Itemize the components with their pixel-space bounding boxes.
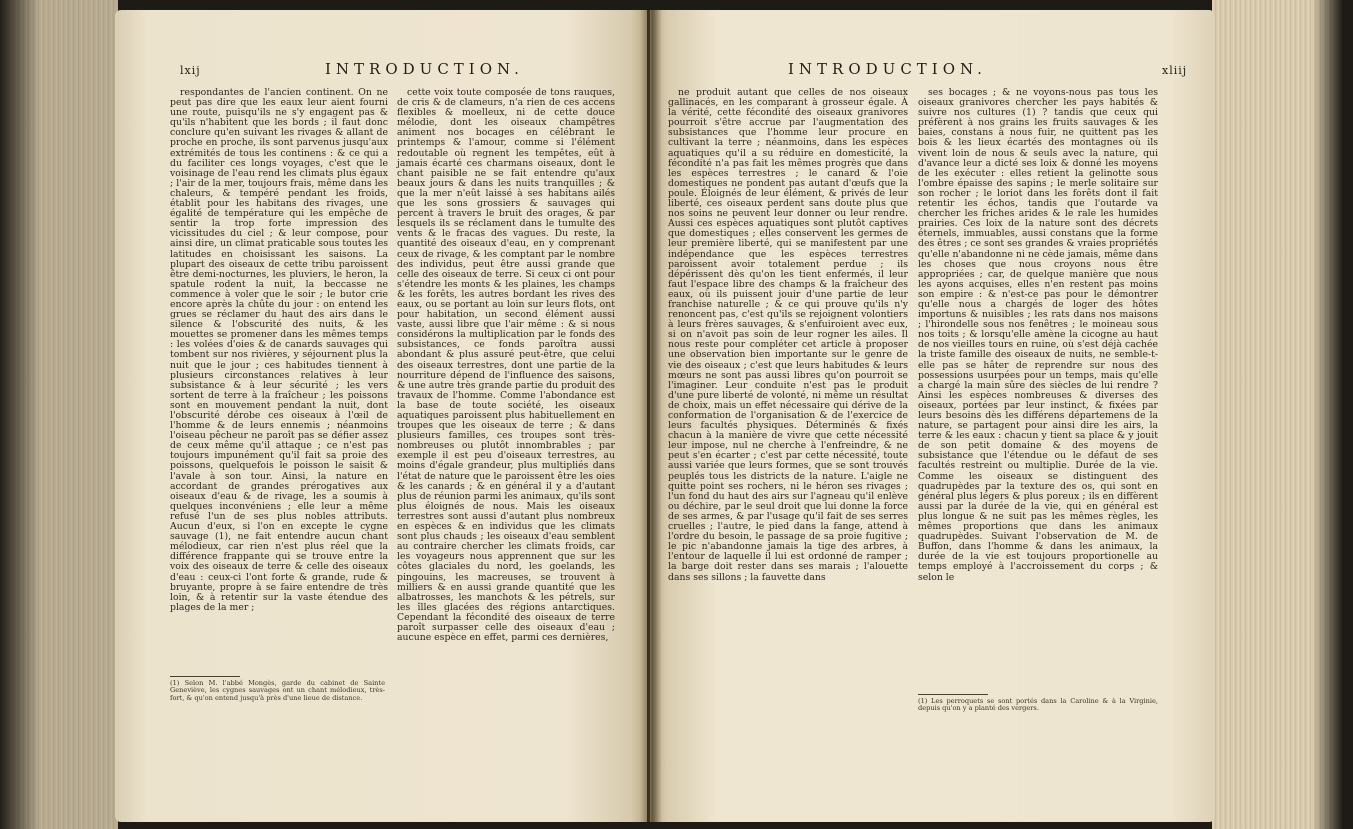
left-page-edges: [0, 0, 118, 829]
right-column-2-text: ses bocages ; & ne voyons-nous pas tous les oiseaux granivores chercher les pays habités & suivre nos cultures (1) ? tandis que ceux qui préfèrent à nos grains les fruits sauvages & les baies, constans à nous fuir, ne quittent pas les bois & les lieux écartés des montagnes où ils vivent loin de nous & seuls avec la nature, qui d'avance leur a dicté ses loix & donné les moyens de les exécuter : elles retient la gelinotte sous l'ombre épaisse des sapins ; le merle solitaire sur son rocher ; le loriot dans les forêts dont il fait retentir les échos, tandis que l'outarde va chercher les friches arides & le rale les humides prairies. Ces loix de la nature sont des décrets éternels, immuables, aussi constans que la forme des êtres ; ce sont ses grandes & vraies propriétés qu'elle n'abandonne ni ne cède jamais, même dans les choses que nous croyons nous être appropriées ; car, de quelque manière que nous les ayons acquises, elles n'en restent pas moins son empire : & n'est-ce pas pour le démontrer qu'elle nous a chargés de loger des hôtes importuns & nuisibles ; les rats dans nos maisons ; l'hirondelle sous nos fenêtres ; le moineau sous nos toits ; & lorsqu'elle amène la cicogne au haut de nos vieilles tours en ruine, où s'est déjà cachée la triste famille des oiseaux de nuits, ne semble-t-elle pas se hâter de reprendre sur nous des possessions usurpées pour un temps, mais qu'elle a chargé la main sûre des siècles de lui rendre ? Ainsi les espèces nombreuses & diverses des oiseaux, portées par leur instinct, & fixées par leurs besoins dès les différens départemens de la nature, se partagent pour ainsi dire les airs, la terre & les eaux : chacun y tient sa place & y jouit de son petit domaine & des moyens de subsistance que l'étendue ou le défaut de ses facultés restreint ou multiplie. Durée de la vie. Comme les oiseaux se distinguent des quadrupèdes par la texture des os, qui sont en général plus légers & plus poreux ; ils en diffèrent aussi par la durée de la vie, qui en général est plus longue & ne suit pas les mêmes règles, les mêmes proportions que dans les animaux quadrupèdes. Suivant l'observation de M. de Buffon, dans l'homme & dans les animaux, la durée de la vie est toujours proportionelle au temps employé à l'accroissement du corps ; & selon le: [918, 87, 1158, 583]
right-page-edges: [1212, 0, 1342, 829]
left-footnote-rule: [170, 676, 240, 677]
left-column-1-text: respondantes de l'ancien continent. On ne peut pas dire que les eaux leur aient fourni une route, puisqu'ils ne s'y engagent pas & qu'ils n'habitent que les bords ; il faut donc conclure qu'en suivant les rivages & allant de proche en proche, ils sont parvenus jusqu'aux extrémités de tous les continens : & ce qui a du faciliter ces longs voyages, c'est que le voisinage de l'eau rend les climats plus égaux ; l'air de la mer, toujours frais, même dans les chaleurs, & tempéré pendant les froids, établit pour les habitans des rivages, une égalité de température qui les empêche de sentir la trop forte impression des vicissitudes du ciel ; & leur compose, pour ainsi dire, un climat praticable sous toutes les latitudes en choisissant les saisons. La plupart des oiseaux de cette tribu paroissent être demi-nocturnes, les pluviers, le heron, la spatule rodent la nuit, la beccasse ne commence à voler que le soir ; le butor crie encore après la chûte du jour : on entend les grues se réclamer du haut des airs dans le silence & l'obscurité des nuits, & les mouettes se promener dans les mêmes temps : les volées d'oies & de canards sauvages qui tombent sur nos rivières, y séjournent plus la nuit que le jour ; ces habitudes tiennent à plusieurs circonstances relatives à leur subsistance & à leur sécurité ; les vers sortent de terre à la fraîcheur ; les poissons sont en mouvement pendant la nuit, dont l'obscurité dérobe ces oiseaux à l'œil de l'homme & de leurs ennemis ; néanmoins l'oiseau pêcheur ne paroît pas se défier assez de ceux même qu'il attaque ; ce n'est pas toujours impunément qu'il fait sa proie des poissons, quelquefois le poisson le saisit & l'avale à son tour. Ainsi, la nature en accordant de grandes prérogatives aux oiseaux d'eau & de rivage, les a soumis à quelques inconvéniens ; elle leur a même refusé l'un de ses plus nobles attributs. Aucun d'eux, si l'on en excepte le cygne sauvage (1), ne fait entendre aucun chant mélodieux, car rien n'est plus réel que la différence frappante qui se trouve entre la voix des oiseaux de terre & celle des oiseaux d'eau : ceux-ci l'ont forte & grande, rude & bruyante, propre à se faire entendre de très loin, & à retentir sur la vaste étendue des plages de la mer ;: [170, 87, 388, 613]
left-column-1: [170, 88, 388, 614]
left-page: [115, 10, 647, 822]
left-column-2-text: cette voix toute composée de tons rauques, de cris & de clameurs, n'a rien de ces accens flexibles & moelleux, ni de cette douce mélodie, dont les oiseaux champêtres animent nos bocages en célébrant le printemps & l'amour, comme si l'élément redoutable où regnent les tempêtes, eût à jamais écarté ces charmans oiseaux, dont le chant paisible ne se fait entendre qu'aux beaux jours & dans les nuits tranquilles ; & que la mer n'eût laissé à ses habitans ailés que les sons grossiers & sauvages qui percent à travers le bruit des orages, & par lesquels ils se réclament dans le tumulte des vents & le fracas des vagues. Du reste, la quantité des oiseaux d'eau, en y comprenant ceux de rivage, & les comptant par le nombre des individus, peut être aussi grande que celle des oiseaux de terre. Si ceux ci ont pour s'étendre les monts & les plaines, les champs & les forêts, les autres bordant les rives des eaux, ou se portant au loin sur leurs flots, ont pour habitation, un second élément aussi vaste, aussi libre que l'air même : & si nous considérons la multiplication par le fonds des subsistances, ce fonds paroîtra aussi abondant & plus assuré peut-être, que celui des oiseaux terrestres, dont une partie de la nourriture dépend de l'influence des saisons, & une autre très grande partie du produit des travaux de l'homme. Comme l'abondance est la base de toute société, les oiseaux aquatiques paroissent plus habituellement en troupes que les oiseaux de terre ; & dans plusieurs familles, ces troupes sont très-nombreuses ou plutôt innombrables ; par exemple il est peu d'oiseaux terrestres, au moins d'égale grandeur, plus multipliés dans l'état de nature que le paroissent être les oies & les canards ; & en général il y a d'autant plus de réunion parmi les animaux, qu'ils sont plus éloignés de nous. Mais les oiseaux terrestres sont aussi d'autant plus nombreux en espèces & en individus que les climats sont plus chauds ; les oiseaux d'eau semblent au contraire chercher les climats froids, car les voyageurs nous apprennent que sur les côtes glaciales du nord, les goelands, les pingouins, les macreuses, se trouvent à milliers & en aussi grande quantité que les albatrosses, les manchots & les pétrels, sur les îlles glacées des régions antarctiques. Cependant la fécondité des oiseaux de terre paroît surpasser celle des oiseaux d'eau ; aucune espèce en effet, parmi ces dernières,: [397, 87, 615, 644]
left-footnote: (1) Selon M. l'abbé Mongès, garde du cabinet de Sainte Geneviève, les cygnes sauvages ont un chant mélodieux, très-fort, & qu'on entend jusqu'à près d'une lieue de distance.: [170, 679, 385, 702]
left-folio: lxij: [180, 64, 201, 77]
right-footnote: (1) Les perroquets se sont portés dans la Caroline & à la Virginie, depuis qu'on y a planté des vergers.: [918, 697, 1158, 713]
right-column-2: [918, 88, 1158, 584]
right-column-1-text: ne produit autant que celles de nos oiseaux gallinacés, en les comparant à grosseur égale. À la vérité, cette fécondité des oiseaux granivores pourroit s'être accrue par l'augmentation des subsistances que l'homme leur procure en cultivant la terre ; néanmoins, dans les espèces aquatiques qu'il a su réduire en domesticité, la fécondité n'a pas fait les mêmes progrès que dans les espèces terrestres ; le canard & l'oie domestiques ne pondent pas autant d'œufs que la poule. Éloignés de leur élément, & privés de leur liberté, ces oiseaux perdent sans doute plus que nos soins ne peuvent leur donner ou leur rendre. Aussi ces espèces aquatiques sont plutôt captives que domestiques ; elles conservent les germes de leur première liberté, qui se manifestent par une indépendance que les espèces terrestres paroissent avoir totalement perdue ; ils dépérissent dès qu'on les tient enfermés, il leur faut l'espace libre des champs & la fraîcheur des eaux, où ils puissent jouir d'une partie de leur franchise naturelle ; & ce qui prouve qu'ils n'y renoncent pas, c'est qu'ils se rejoignent volontiers à leurs frères sauvages, & s'enfuiroient avec eux, si on n'avoit pas soin de leur rogner les ailes. Il nous reste pour compléter cet article à proposer une observation bien importante sur le genre de vie des oiseaux ; c'est que leurs habitudes & leurs mœurs ne sont pas aussi libres qu'on pourroit se l'imaginer. Leur conduite n'est pas le produit d'une pure liberté de volonté, ni même un résultat de choix, mais un effet nécessaire qui dérive de la conformation de l'organisation & de l'exercice de leurs facultés physiques. Déterminés & fixés chacun à la manière de vivre que cette nécessité leur impose, nul ne cherche à l'enfreindre, & ne peut s'en écarter ; c'est par cette nécessité, toute aussi variée que leurs formes, que se sont trouvés peuplés tous les districts de la nature. L'aigle ne quitte point ses rochers, ni le héron ses rivages ; l'un fond du haut des airs sur l'agneau qu'il enlève ou déchire, par le seul droit que lui donne la force de ses armes, & par l'usage qu'il fait de ses serres cruelles ; l'autre, le pied dans la fange, attend à l'ordre du besoin, le passage de sa proie fugitive ; le pic n'abandonne jamais la tige des arbres, à l'entour de laquelle il lui est ordonné de ramper ; la barge doit rester dans ses marais ; l'alouette dans ses sillons ; la fauvette dans: [668, 87, 908, 583]
right-folio: xliij: [1162, 64, 1188, 77]
right-page: [650, 10, 1215, 822]
right-running-header: INTRODUCTION.: [788, 60, 987, 78]
right-column-1: [668, 88, 908, 584]
left-column-2: [397, 88, 615, 644]
book-gutter-shadow: [640, 10, 662, 822]
left-running-header: INTRODUCTION.: [325, 60, 524, 78]
right-footnote-rule: [918, 694, 988, 695]
